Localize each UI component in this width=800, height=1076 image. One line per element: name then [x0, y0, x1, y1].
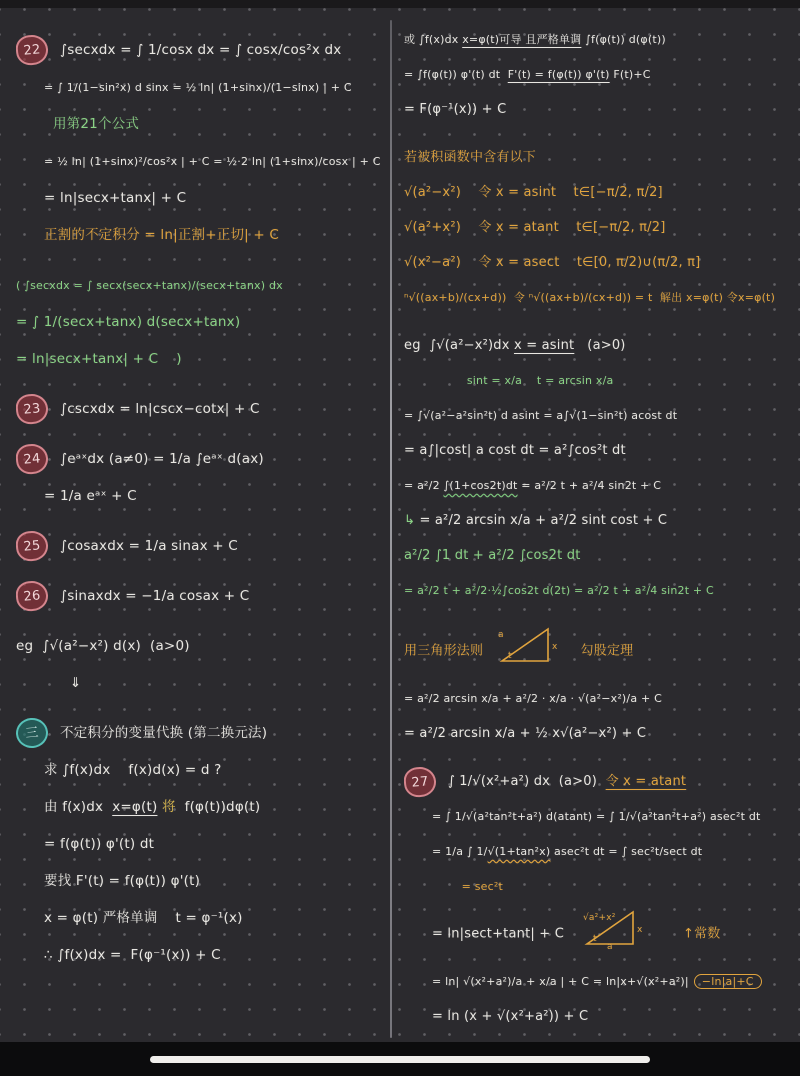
note-line	[16, 391, 388, 428]
note-line	[404, 503, 798, 538]
note-line	[404, 621, 798, 681]
item-number-badge-27: 27	[404, 765, 437, 798]
right-triangle-figure	[496, 621, 568, 681]
note-segment: f(φ(t))dφ(t)	[175, 799, 261, 815]
note-block	[404, 22, 798, 127]
note-segment: x=φ(t)可导 且严格单调	[462, 33, 582, 46]
note-segment: ⁿ√((ax+b)/(cx+d)) 令 ⁿ√((ax+b)/(cx+d)) = t 解出 x=φ(t) 令x=φ(t)	[404, 291, 776, 304]
note-segment: 将	[157, 799, 176, 815]
note-segment: ∴ ∫f(x)dx = F(φ⁻¹(x)) + C	[44, 947, 221, 963]
note-segment: = ∫ 1/√(a²tan²t+a²) d(atant) = ∫ 1/√(a²tan²t+a²) asec²t dt	[432, 810, 761, 823]
triangle-hypotenuse-label: a	[497, 630, 504, 640]
note-segment: = ln|secx+tanx| + C	[44, 190, 187, 206]
note-segment: = ∫ 1/(1−sin²x) d sinx = ½ ln| (1+sinx)/(1−sinx) | + C	[44, 81, 352, 94]
note-canvas[interactable]	[0, 8, 800, 1042]
note-line	[404, 22, 798, 57]
note-line	[404, 280, 798, 315]
note-segment: 由 f(x)dx	[44, 799, 113, 815]
note-block	[16, 391, 388, 428]
note-line	[404, 869, 798, 904]
note-line	[16, 478, 388, 515]
item-number-badge-24: 24	[16, 443, 49, 476]
note-segment: sint = x/a t = arcsin x/a	[404, 374, 614, 387]
note-line	[404, 140, 798, 175]
note-segment: asec²t dt = ∫ sec²t/sect dt	[550, 845, 703, 858]
note-segment: 正割的不定积分 = ln|正割+正切| + C	[44, 227, 280, 243]
note-line	[404, 681, 798, 716]
note-segment: F(t)+C	[609, 68, 651, 81]
note-segment: ↑常数	[656, 926, 721, 942]
note-line	[16, 267, 388, 304]
bottom-bar	[0, 1042, 800, 1076]
note-line	[404, 799, 798, 834]
note-segment: = F(φ⁻¹(x)) + C	[404, 102, 507, 117]
note-line	[16, 528, 388, 565]
note-segment: √(1+tan²x)	[487, 845, 551, 858]
note-segment: ↳	[404, 513, 420, 528]
note-block	[16, 32, 388, 254]
note-segment: ( ∫secxdx = ∫ secx(secx+tanx)/(secx+tanx) dx	[16, 279, 283, 292]
note-line	[404, 573, 798, 608]
note-segment: ∫secxdx = ∫ 1/cosx dx = ∫ cosx/cos²x dx	[60, 42, 342, 58]
note-segment: = ∫f(φ(t)) φ'(t) dt	[404, 68, 508, 81]
note-segment: −ln|a|+C	[694, 974, 762, 989]
column-divider	[390, 20, 392, 1038]
item-number-badge-25: 25	[16, 530, 49, 563]
left-column	[16, 32, 388, 987]
triangle-hypotenuse-label: √a²+x²	[582, 913, 616, 923]
note-segment: 或 ∫f(x)dx	[404, 33, 463, 46]
note-block	[16, 715, 388, 974]
note-segment: = a∫|cost| a cost dt = a²∫cos²t dt	[404, 443, 626, 458]
note-line	[404, 363, 798, 398]
note-segment: = ln|sect+tant| + C	[432, 926, 577, 942]
note-line	[404, 834, 798, 869]
note-line	[404, 210, 798, 245]
note-segment: = 1/a eᵃˣ + C	[44, 488, 137, 504]
note-line	[404, 468, 798, 503]
note-line	[404, 999, 798, 1034]
note-segment: = ½ ln| (1+sinx)²/cos²x | + C = ½·2 ln| (1+sinx)/cosx | + C	[44, 155, 381, 168]
note-line	[404, 398, 798, 433]
note-segment: = ln|secx+tanx| + C )	[16, 351, 182, 367]
note-segment: = f(φ(t)) φ'(t) dt	[44, 836, 155, 852]
note-segment: = sec²t	[461, 880, 503, 893]
item-number-badge-三: 三	[16, 717, 49, 750]
note-segment: 用三角形法则	[404, 643, 492, 659]
note-segment: ∫ 1/√(x²+a²) dx (a>0)	[448, 774, 606, 789]
note-line	[16, 789, 388, 826]
note-segment: √(x²−a²) 令 x = asect t∈[0, π/2)∪(π/2, π]	[404, 255, 701, 270]
note-line	[16, 715, 388, 752]
note-block	[16, 441, 388, 515]
note-segment: ∫cosaxdx = 1/a sinax + C	[60, 538, 238, 554]
note-segment: = a²/2 arcsin x/a + ½ x√(a²−x²) + C	[404, 726, 647, 741]
triangle-opposite-label: x	[636, 925, 643, 935]
note-segment: a²/2 ∫1 dt + a²/2 ∫cos2t dt	[404, 548, 581, 563]
note-segment: = ∫ 1/(secx+tanx) d(secx+tanx)	[16, 314, 241, 330]
note-segment: x=φ(t)	[112, 799, 158, 815]
note-segment: 要找 F'(t) = f(φ(t)) φ'(t)	[44, 873, 201, 889]
note-segment: 若被积函数中含有以下	[404, 150, 537, 165]
note-block	[16, 267, 388, 378]
note-segment: ∫eᵃˣdx (a≠0) = 1/a ∫eᵃˣ d(ax)	[60, 451, 264, 467]
note-line	[404, 538, 798, 573]
triangle-angle-label: t	[507, 651, 512, 661]
note-segment: √(a²−x²) 令 x = asint t∈[−π/2, π/2]	[404, 185, 663, 200]
note-segment: = a²/2	[404, 479, 444, 492]
note-line	[404, 716, 798, 751]
note-segment: 勾股定理	[571, 643, 634, 659]
triangle-opposite-label: x	[551, 642, 558, 652]
note-line	[404, 433, 798, 468]
note-line	[404, 764, 798, 799]
note-segment: = ln| √(x²+a²)/a + x/a | + C = ln|x+√(x²+a²)|	[432, 975, 689, 988]
item-number-badge-23: 23	[16, 393, 49, 426]
note-line	[16, 106, 388, 143]
note-segment: F'(t) = f(φ(t)) φ'(t)	[507, 68, 610, 81]
note-segment: eg ∫√(a²−x²)dx	[404, 338, 514, 353]
note-block	[404, 764, 798, 1034]
note-line	[404, 175, 798, 210]
note-line	[16, 752, 388, 789]
note-line	[404, 92, 798, 127]
triangle-angle-label: t	[592, 934, 597, 944]
note-segment: 不定积分的变量代换 (第二换元法)	[60, 725, 268, 741]
note-segment: √(a²+x²) 令 x = atant t∈[−π/2, π/2]	[404, 220, 666, 235]
item-number-badge-22: 22	[16, 34, 49, 67]
note-block	[404, 140, 798, 315]
note-segment: = a²/2 t + a²/2·½∫cos2t d(2t) = a²/2 t + a²/4 sin2t + C	[404, 584, 714, 597]
note-line	[16, 304, 388, 341]
home-indicator[interactable]	[150, 1056, 650, 1063]
note-line	[16, 665, 388, 702]
right-triangle-figure	[581, 904, 653, 964]
triangle-base-label: a	[606, 942, 613, 950]
note-line	[16, 441, 388, 478]
note-block	[16, 578, 388, 615]
note-segment: ∫(1+cos2t)dt	[443, 479, 518, 492]
note-line	[16, 341, 388, 378]
note-segment: = a²/2 t + a²/4 sin2t + C	[517, 479, 662, 492]
note-line	[404, 57, 798, 92]
note-segment: = a²/2 arcsin x/a + a²/2 · x/a · √(a²−x²)/a + C	[404, 692, 662, 705]
note-line	[404, 964, 798, 999]
note-segment: x = asint	[513, 338, 575, 353]
note-segment: = a²/2 arcsin x/a + a²/2 sint cost + C	[419, 513, 668, 528]
note-segment: ⇓	[16, 675, 82, 691]
item-number-badge-26: 26	[16, 580, 49, 613]
note-line	[16, 900, 388, 937]
note-segment: = ∫√(a²−a²sin²t) d asint = a∫√(1−sin²t) acost dt	[404, 409, 678, 422]
note-segment: 用第21个公式	[44, 116, 140, 132]
note-segment: 令 x = atant	[605, 774, 687, 789]
note-line	[404, 904, 798, 964]
note-line	[16, 578, 388, 615]
note-line	[16, 826, 388, 863]
note-segment: 求 ∫f(x)dx f(x)d(x) = d ?	[44, 762, 222, 778]
note-block	[16, 628, 388, 702]
note-segment: (a>0)	[574, 338, 626, 353]
note-segment: ∫cscxdx = ln|cscx−cotx| + C	[60, 401, 260, 417]
note-line	[404, 245, 798, 280]
note-block	[404, 621, 798, 751]
note-segment: x = φ(t) 严格单调 t = φ⁻¹(x)	[44, 910, 243, 926]
note-segment: eg ∫√(a²−x²) d(x) (a>0)	[16, 638, 190, 654]
note-block	[404, 328, 798, 608]
note-line	[16, 32, 388, 69]
note-line	[16, 937, 388, 974]
note-line	[16, 863, 388, 900]
note-line	[16, 217, 388, 254]
note-segment: = 1/a ∫ 1/	[432, 845, 488, 858]
right-column	[404, 22, 798, 1047]
note-line	[16, 143, 388, 180]
note-block	[16, 528, 388, 565]
note-line	[16, 180, 388, 217]
note-segment	[432, 880, 462, 893]
note-segment: ∫sinaxdx = −1/a cosax + C	[60, 588, 250, 604]
note-line	[16, 628, 388, 665]
note-line	[16, 69, 388, 106]
note-segment: ∫f(φ(t)) d(φ(t))	[581, 33, 666, 46]
note-line	[404, 328, 798, 363]
note-segment: = ln (x + √(x²+a²)) + C	[432, 1009, 589, 1024]
